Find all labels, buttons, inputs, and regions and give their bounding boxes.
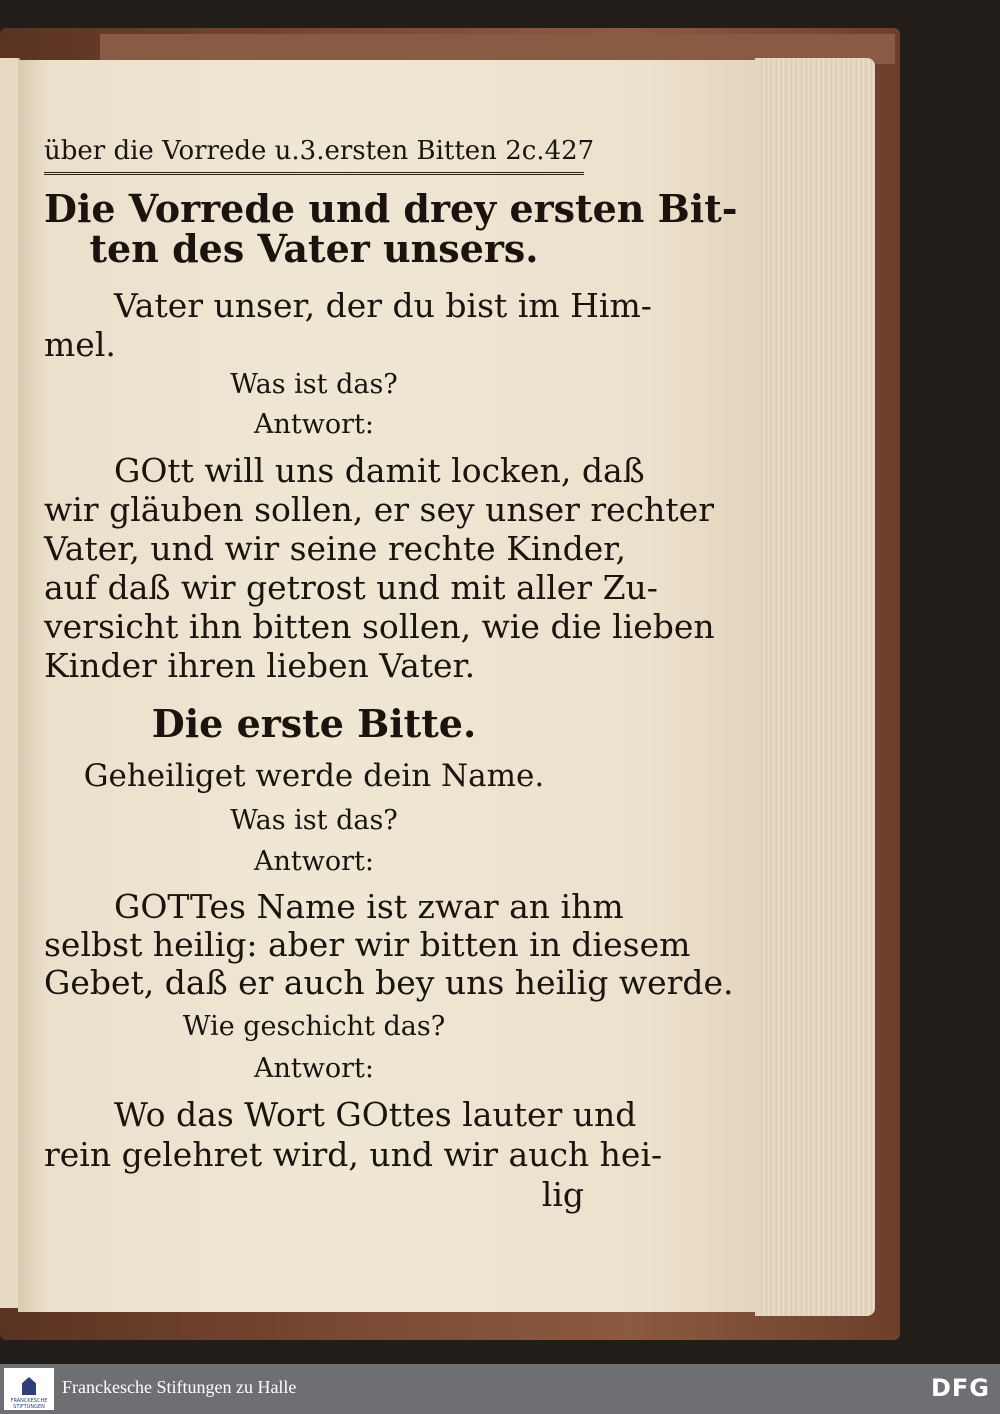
section-heading-line-1: Die Vorrede und drey ersten Bit- [44,186,738,231]
dfg-logo[interactable]: DFG [930,1374,990,1402]
petition-heading: Die erste Bitte. [151,701,477,746]
petition-text: Geheiliget werde dein Name. [83,758,545,794]
verse-line-1: Vater unser, der du bist im Him- [114,286,652,325]
institution-logo[interactable] [4,1368,54,1410]
institution-name[interactable]: Franckesche Stiftungen zu Halle [62,1377,297,1397]
body-line-4: auf daß wir getrost und mit aller Zu- [44,568,658,607]
left-page-edge [0,58,20,1308]
catchword: lig [541,1175,584,1214]
body-line-2: wir gläuben sollen, er sey unser rechter [44,490,714,529]
logo-emblem-icon [22,1377,36,1395]
running-head-title: über die Vorrede u.3.ersten Bitten 2c. [44,136,545,166]
body-line-9: Gebet, daß er auch bey uns heilig werde. [44,963,734,1002]
body-line-6: Kinder ihren lieben Vater. [44,646,476,685]
logo-text: FRANCKESCHE STIFTUNGEN [10,1398,48,1410]
body-line-5: versicht ihn bitten sollen, wie die lieben [44,607,715,646]
body-line-8: selbst heilig: aber wir bitten in diesem [44,925,691,964]
body-line-10: Wo das Wort GOttes lauter und [114,1095,637,1134]
running-head [44,136,595,175]
section-heading-line-2: ten des Vater unsers. [89,226,539,271]
question: Was ist das? [230,369,398,400]
answer-label: Antwort: [254,409,374,440]
answer-label: Antwort: [254,846,374,877]
body-line-11: rein gelehret wird, und wir auch hei- [44,1135,663,1174]
question: Was ist das? [230,805,398,836]
body-line-3: Vater, und wir seine rechte Kinder, [44,529,626,568]
page-number: 427 [544,136,595,166]
body-line-1: GOtt will uns damit locken, daß [114,451,645,490]
question: Wie geschicht das? [182,1011,446,1042]
verse-line-2: mel. [44,325,116,364]
page-stack-edge [755,58,875,1316]
body-line-7: GOTTes Name ist zwar an ihm [114,887,624,926]
footer-bar [0,1364,1000,1414]
answer-label: Antwort: [254,1053,374,1084]
